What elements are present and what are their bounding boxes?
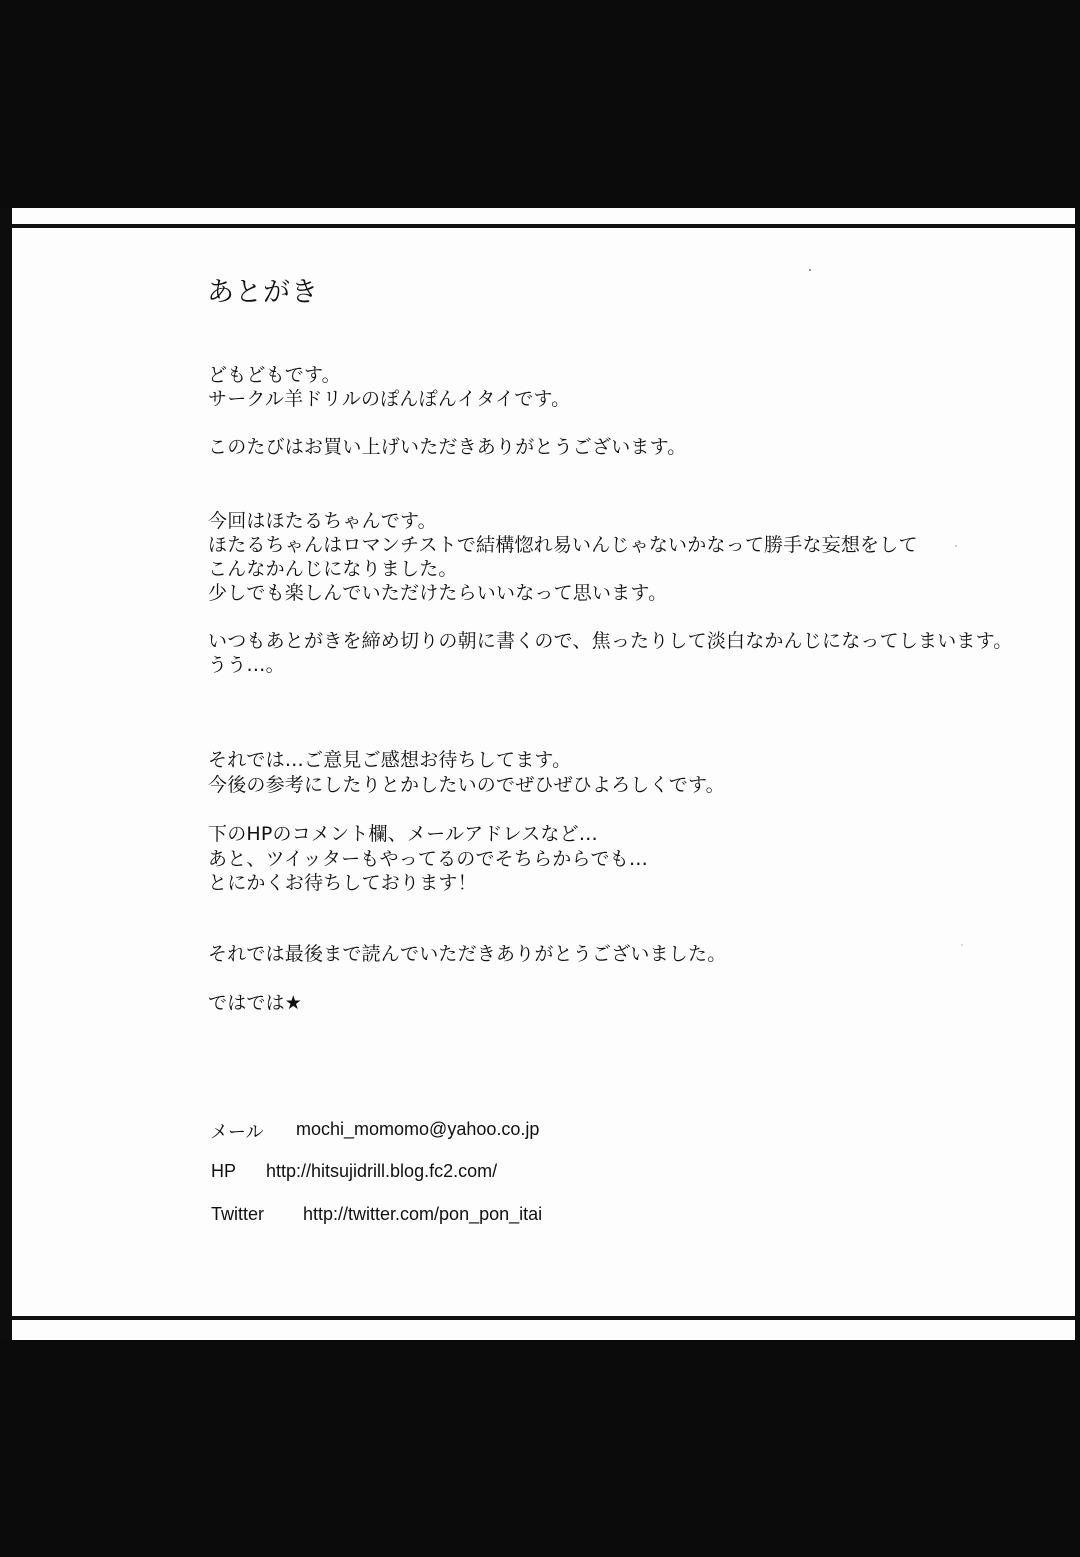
afterword-page [12, 208, 1075, 1340]
top-border-rule [12, 224, 1075, 228]
bottom-border-rule [12, 1316, 1075, 1320]
body-line: 下のHPのコメント欄、メールアドレスなど… [208, 823, 598, 845]
body-line: サークル羊ドリルのぽんぽんイタイです。 [208, 388, 571, 410]
body-line: いつもあとがきを締め切りの朝に書くので、焦ったりして淡白なかんじになってしまいます。 [208, 630, 1013, 652]
twitter-url-link[interactable]: http://twitter.com/pon_pon_itai [303, 1204, 543, 1224]
hp-label: HP [211, 1161, 237, 1181]
body-line: それでは最後まで読んでいただきありがとうございました。 [208, 943, 727, 965]
body-line: 今後の参考にしたりとかしたいのでぜひぜひよろしくです。 [208, 774, 725, 796]
body-line: うう…。 [208, 654, 285, 676]
twitter-label: Twitter [211, 1204, 265, 1224]
page-title: あとがき [207, 277, 319, 308]
mail-address-link[interactable]: mochi_momomo@yahoo.co.jp [296, 1119, 540, 1139]
hp-url-link[interactable]: http://hitsujidrill.blog.fc2.com/ [266, 1161, 498, 1181]
top-black-band [0, 0, 1080, 208]
dust-speck [955, 545, 957, 547]
body-line: とにかくお待ちしております！ [208, 872, 477, 894]
body-line: ほたるちゃんはロマンチストで結構惚れ易いんじゃないかなって勝手な妄想をして [208, 534, 918, 556]
body-line: こんなかんじになりました。 [208, 558, 458, 580]
body-line: ではでは★ [208, 992, 303, 1014]
body-line: このたびはお買い上げいただきありがとうございます。 [208, 436, 687, 458]
bottom-black-band [0, 1340, 1080, 1557]
body-line: 今回はほたるちゃんです。 [208, 510, 437, 532]
body-line: それでは…ご意見ご感想お待ちしてます。 [208, 749, 572, 771]
body-line: 少しでも楽しんでいただけたらいいなって思います。 [208, 582, 668, 604]
dust-speck [809, 269, 811, 271]
body-line: あと、ツイッターもやってるのでそちらからでも… [208, 848, 649, 870]
dust-speck [961, 944, 963, 946]
mail-label: メール [210, 1122, 264, 1143]
body-line: どもどもです。 [208, 364, 341, 386]
